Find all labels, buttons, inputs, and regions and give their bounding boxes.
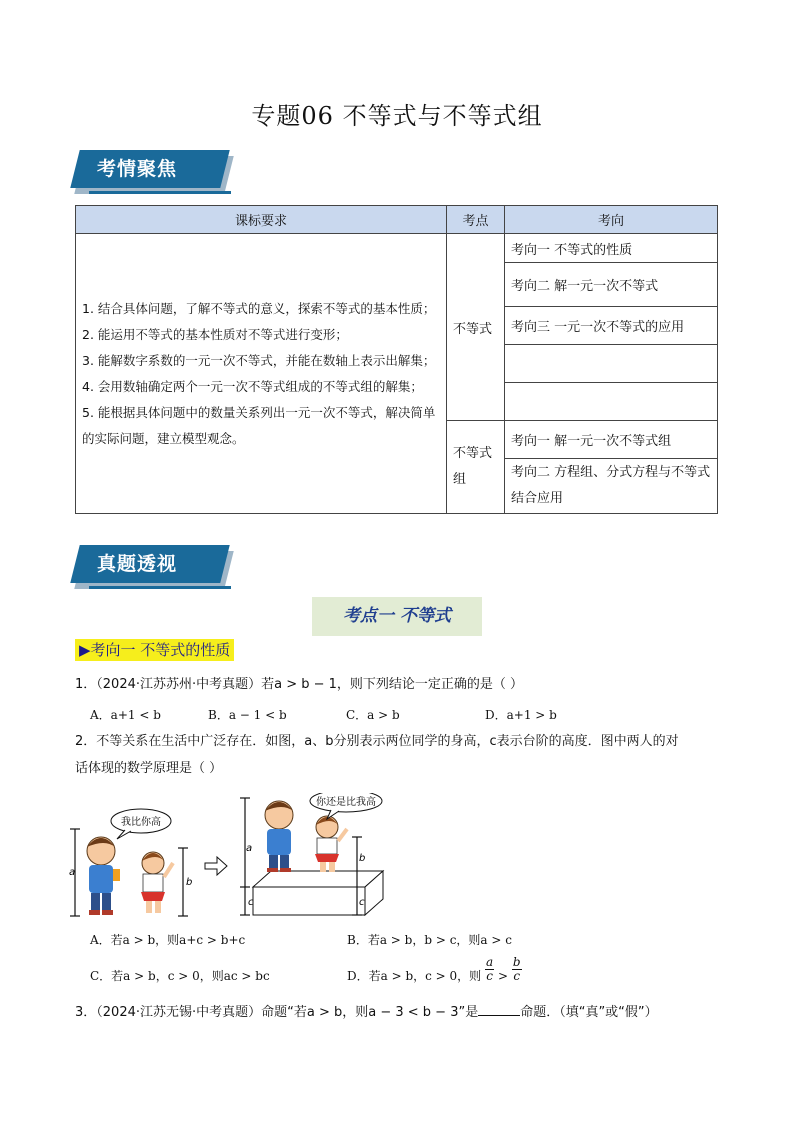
requirements-cell [76, 234, 447, 514]
answer-blank[interactable] [478, 1003, 520, 1016]
direction-cell: 考向二 解一元一次不等式 [505, 263, 718, 307]
requirement-item: 1. 结合具体问题，了解不等式的意义，探索不等式的基本性质； [82, 300, 436, 316]
fraction-numerator: b [512, 955, 521, 969]
q1-option-c: C．a > b [346, 708, 400, 722]
question-2-stem: 2．不等关系在生活中广泛存在．如图，a、b分别表示两位同学的身高，c表示台阶的高度．图中两人的对 [75, 734, 679, 749]
direction-cell: 考向一 不等式的性质 [505, 234, 718, 263]
table-header: 考点 [447, 206, 505, 234]
banner-label: 考情聚焦 [97, 158, 178, 180]
table-header: 考向 [505, 206, 718, 234]
q1-option-d: D．a+1 > b [485, 708, 557, 722]
requirement-item: 4. 会用数轴确定两个一元一次不等式组成的不等式组的解集； [82, 378, 423, 394]
fraction-numerator: a [486, 955, 494, 969]
label-c-left: c [248, 897, 254, 908]
fraction-a-over-c [485, 956, 494, 983]
question-1-stem: 1．（2024·江苏苏州·中考真题）若a > b − 1，则下列结论一定正确的是（ ） [75, 677, 524, 692]
q1-option-b: B．a − 1 < b [208, 708, 287, 722]
q3-text-before-blank: 3．（2024·江苏无锡·中考真题）命题“若a > b，则a − 3 < b − 3”是 [75, 1005, 479, 1020]
exam-point-cell: 不等式 [447, 234, 505, 421]
direction-heading: ▶考向一 不等式的性质 [75, 639, 234, 661]
direction-cell: 考向二 方程组、分式方程与不等式结合应用 [505, 459, 718, 514]
q2-option-c: C．若a > b，c > 0，则ac > bc [90, 969, 270, 983]
label-c-right: c [359, 897, 365, 908]
label-b-left: b [186, 877, 193, 888]
fraction-denominator: c [486, 969, 493, 983]
q2-option-b: B．若a > b，b > c，则a > c [347, 933, 512, 947]
direction-cell: 考向三 一元一次不等式的应用 [505, 307, 718, 345]
page-title: 专题06 不等式与不等式组 [251, 102, 543, 130]
direction-cell [505, 383, 718, 421]
fraction-b-over-c [512, 956, 522, 983]
q1-option-a: A．a+1 < b [90, 708, 161, 722]
exam-point-cell: 不等式组 [447, 421, 505, 514]
banner-label: 真题透视 [97, 553, 178, 575]
greater-than-sign: > [498, 969, 509, 983]
requirement-item: 3. 能解数字系数的一元一次不等式，并能在数轴上表示出解集； [82, 352, 436, 368]
section-banner-focus [75, 150, 230, 196]
label-a-right: a [246, 843, 253, 854]
question-2-illustration [65, 793, 405, 923]
q2-option-d-text: D．若a > b，c > 0，则 [347, 969, 482, 983]
requirement-item: 2. 能运用不等式的基本性质对不等式进行变形； [82, 326, 348, 342]
label-a-left: a [69, 867, 76, 878]
requirement-item: 5. 能根据具体问题中的数量关系列出一元一次不等式，解决简单的实际问题，建立模型观念。 [82, 404, 436, 446]
q3-text-after-blank: 命题．（填“真”或“假”） [520, 1005, 658, 1020]
q2-option-d [347, 955, 522, 984]
fraction-denominator: c [513, 969, 521, 983]
label-b-right: b [359, 853, 366, 864]
bubble-right-text: 你还是比我高 [316, 797, 376, 808]
question-2-stem-cont: 话体现的数学原理是（ ） [75, 761, 223, 776]
direction-cell: 考向一 解一元一次不等式组 [505, 421, 718, 459]
direction-cell [505, 345, 718, 383]
section-banner-exam [75, 545, 230, 591]
table-header-row [76, 206, 718, 234]
topic-heading: 考点一 不等式 [312, 597, 482, 636]
bubble-left-text: 我比你高 [121, 817, 161, 828]
question-3-stem [75, 1003, 658, 1023]
q2-option-a: A．若a > b，则a+c > b+c [90, 933, 246, 947]
requirements-table [75, 205, 718, 514]
table-header: 课标要求 [76, 206, 447, 234]
